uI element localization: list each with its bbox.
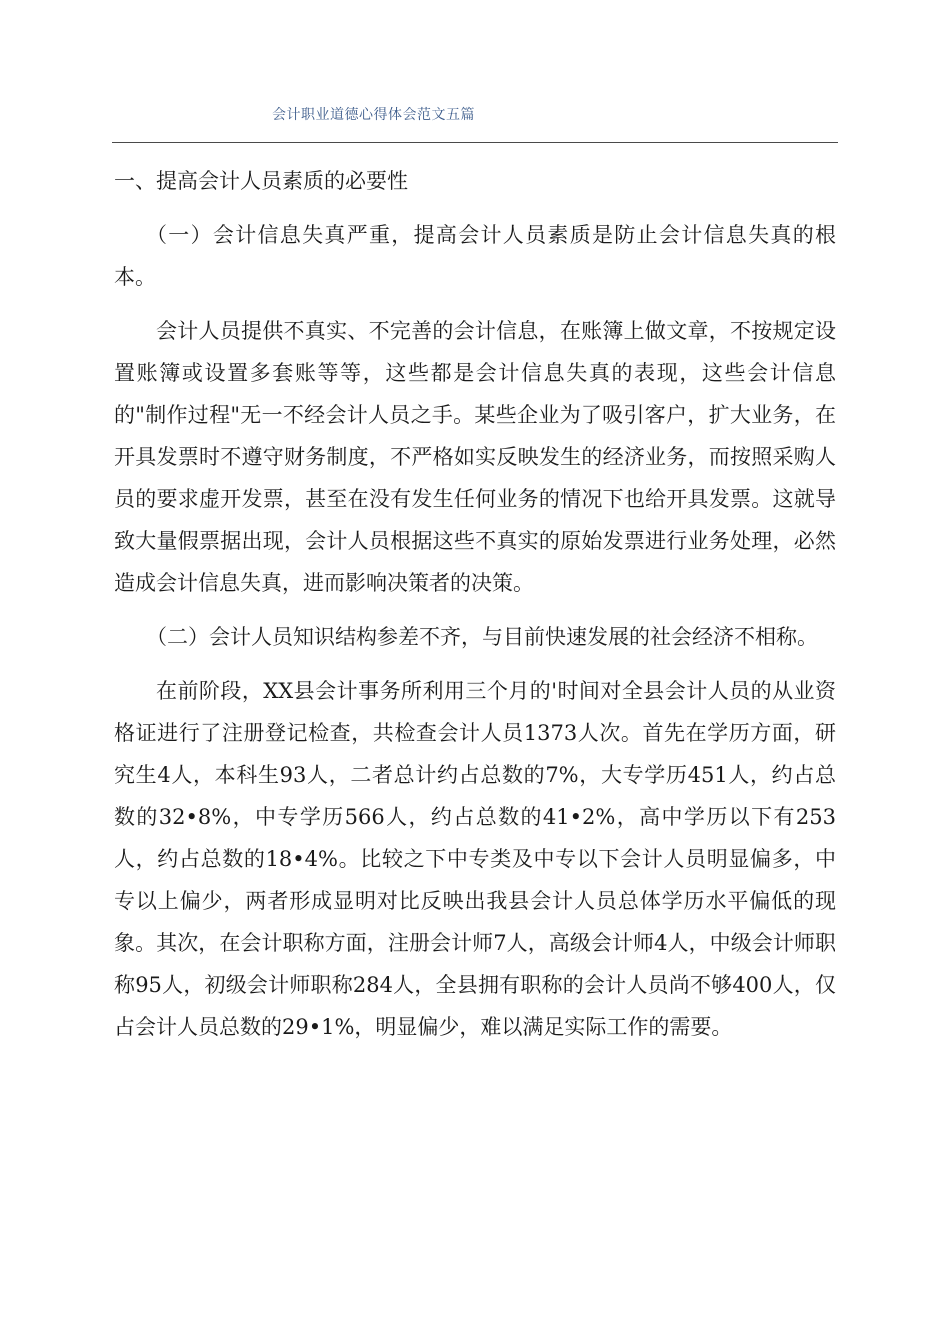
document-body — [114, 160, 836, 1060]
section-heading: 一、提高会计人员素质的必要性 — [114, 169, 408, 193]
paragraph-2: 在前阶段，XX县会计事务所利用三个月的'时间对全县会计人员的从业资格证进行了注册登记检查，共检查会计人员1373人次。首先在学历方面，研究生4人，本科生93人，二者总计约占总数的7%，大专学历451人，约占总数的32•8%，中专学历566人，约占总数的41•2%，高中学历以下有253人，约占总数的18•4%。比较之下中专类及中专以下会计人员明显偏多，中专以上偏少，两者形成显明对比反映出我县会计人员总体学历水平偏低的现象。其次，在会计职称方面，注册会计师7人，高级会计师4人，中级会计师职称95人，初级会计师职称284人，全县拥有职称的会计人员尚不够400人，仅占会计人员总数的29•1%，明显偏少，难以满足实际工作的需要。 — [114, 679, 836, 1039]
sub-heading-1: （一）会计信息失真严重，提高会计人员素质是防止会计信息失真的根本。 — [114, 223, 836, 289]
paragraph-1: 会计人员提供不真实、不完善的会计信息，在账簿上做文章，不按规定设置账簿或设置多套账等等，这些都是会计信息失真的表现，这些会计信息的"制作过程"无一不经会计人员之手。某些企业为了吸引客户，扩大业务，在开具发票时不遵守财务制度，不严格如实反映发生的经济业务，而按照采购人员的要求虚开发票，甚至在没有发生任何业务的情况下也给开具发票。这就导致大量假票据出现，会计人员根据这些不真实的原始发票进行业务处理，必然造成会计信息失真，进而影响决策者的决策。 — [114, 319, 836, 595]
header-divider — [112, 142, 838, 143]
running-header-title: 会计职业道德心得体会范文五篇 — [272, 107, 475, 123]
sub-heading-2: （二）会计人员知识结构参差不齐，与目前快速发展的社会经济不相称。 — [146, 625, 818, 649]
